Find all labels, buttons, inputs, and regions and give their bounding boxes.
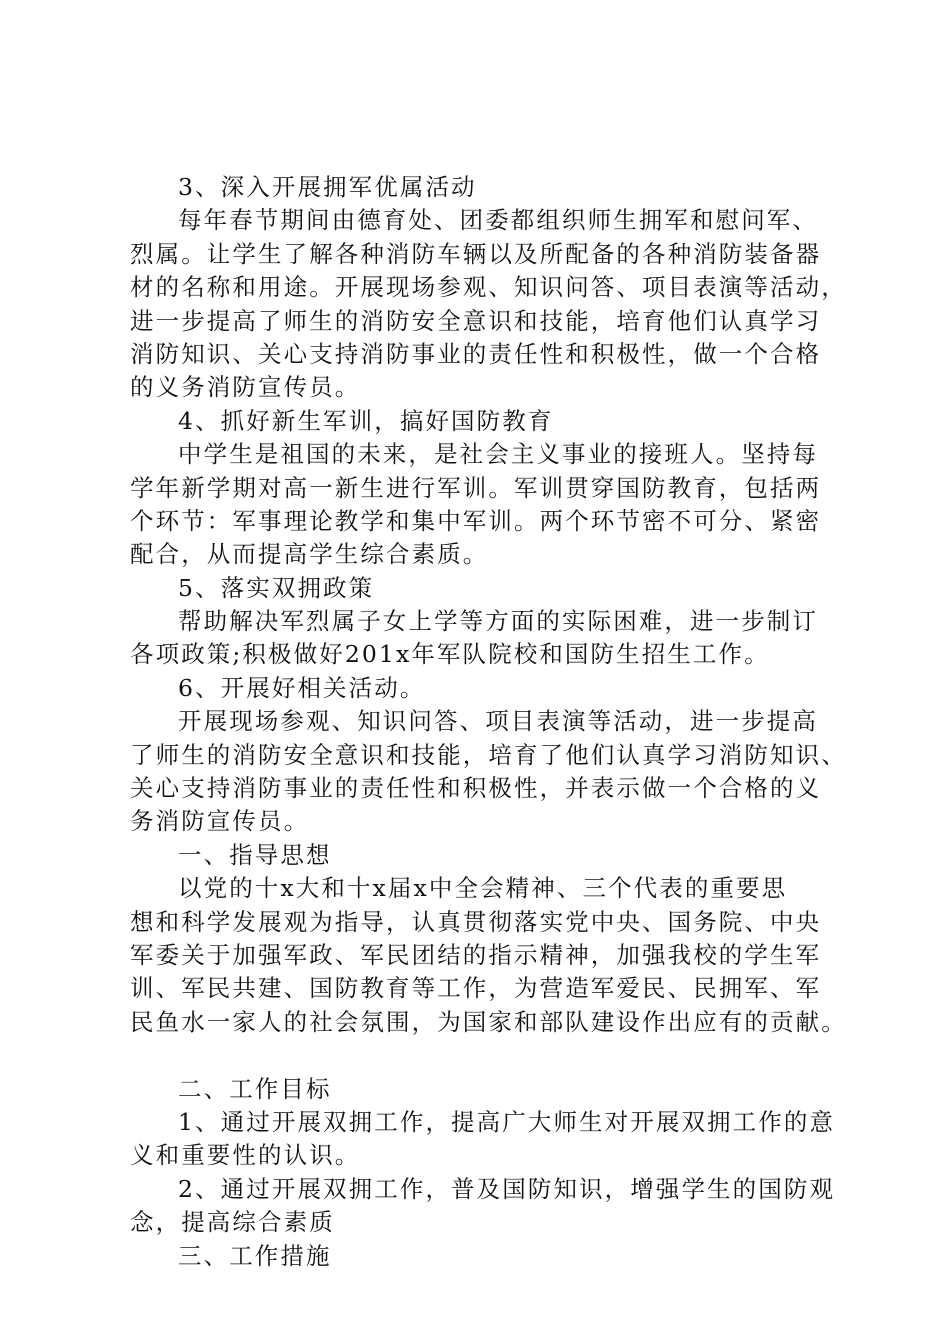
section-heading: 5、落实双拥政策 — [178, 573, 375, 602]
paragraph-line: 义和重要性的认识。 — [130, 1141, 361, 1170]
blank-line — [130, 1039, 830, 1072]
paragraph-line: 想和科学发展观为指导，认真贯彻落实党中央、国务院、中央 — [130, 907, 822, 936]
paragraph-line: 民鱼水一家人的社会氛围，为国家和部队建设作出应有的贡献。 — [130, 1007, 847, 1036]
paragraph-line: 个环节：军事理论教学和集中军训。两个环节密不可分、紧密 — [130, 506, 822, 535]
document-body — [130, 171, 847, 1273]
paragraph-line: 关心支持消防事业的责任性和积极性，并表示做一个合格的义 — [130, 774, 822, 803]
paragraph-line: 帮助解决军烈属子女上学等方面的实际困难，进一步制订 — [178, 607, 818, 636]
paragraph-line: 了师生的消防安全意识和技能，培育了他们认真学习消防知识、 — [130, 740, 847, 769]
section-heading: 3、深入开展拥军优属活动 — [178, 173, 477, 201]
section-heading: 二、工作目标 — [178, 1074, 332, 1103]
paragraph-line: 每年春节期间由德育处、团委都组织师生拥军和慰问军、 — [178, 206, 818, 235]
paragraph-line: 学年新学期对高一新生进行军训。军训贯穿国防教育，包括两 — [130, 473, 822, 502]
paragraph-line: 开展现场参观、知识问答、项目表演等活动，进一步提高 — [178, 707, 818, 736]
section-heading: 6、开展好相关活动。 — [178, 673, 426, 702]
paragraph-line: 军委关于加强军政、军民团结的指示精神，加强我校的学生军 — [130, 940, 822, 969]
paragraph-line: 中学生是祖国的未来，是社会主义事业的接班人。坚持每 — [178, 440, 818, 469]
paragraph-line: 念，提高综合素质 — [130, 1208, 335, 1237]
section-heading: 三、工作措施 — [178, 1241, 332, 1270]
paragraph-line: 训、军民共建、国防教育等工作，为营造军爱民、民拥军、军 — [130, 974, 822, 1003]
paragraph-line: 配合，从而提高学生综合素质。 — [130, 540, 489, 569]
paragraph-line: 务消防宣传员。 — [130, 807, 310, 836]
paragraph-line: 的义务消防宣传员。 — [130, 373, 361, 402]
section-heading: 一、指导思想 — [178, 840, 332, 869]
paragraph-line: 以党的十x大和十x届x中全会精神、三个代表的重要思 — [178, 874, 788, 903]
paragraph-line: 烈属。让学生了解各种消防车辆以及所配备的各种消防装备器 — [130, 239, 822, 268]
section-heading: 4、抓好新生军训，搞好国防教育 — [178, 406, 554, 435]
paragraph-line: 消防知识、关心支持消防事业的责任性和积极性，做一个合格 — [130, 339, 822, 368]
paragraph-line: 各项政策;积极做好201x年军队院校和国防生招生工作。 — [130, 640, 770, 669]
paragraph-line: 材的名称和用途。开展现场参观、知识问答、项目表演等活动， — [130, 273, 847, 302]
paragraph-line: 进一步提高了师生的消防安全意识和技能，培育他们认真学习 — [130, 306, 822, 335]
paragraph-line: 2、通过开展双拥工作，普及国防知识，增强学生的国防观 — [178, 1174, 836, 1203]
paragraph-line: 1、通过开展双拥工作，提高广大师生对开展双拥工作的意 — [178, 1107, 836, 1136]
